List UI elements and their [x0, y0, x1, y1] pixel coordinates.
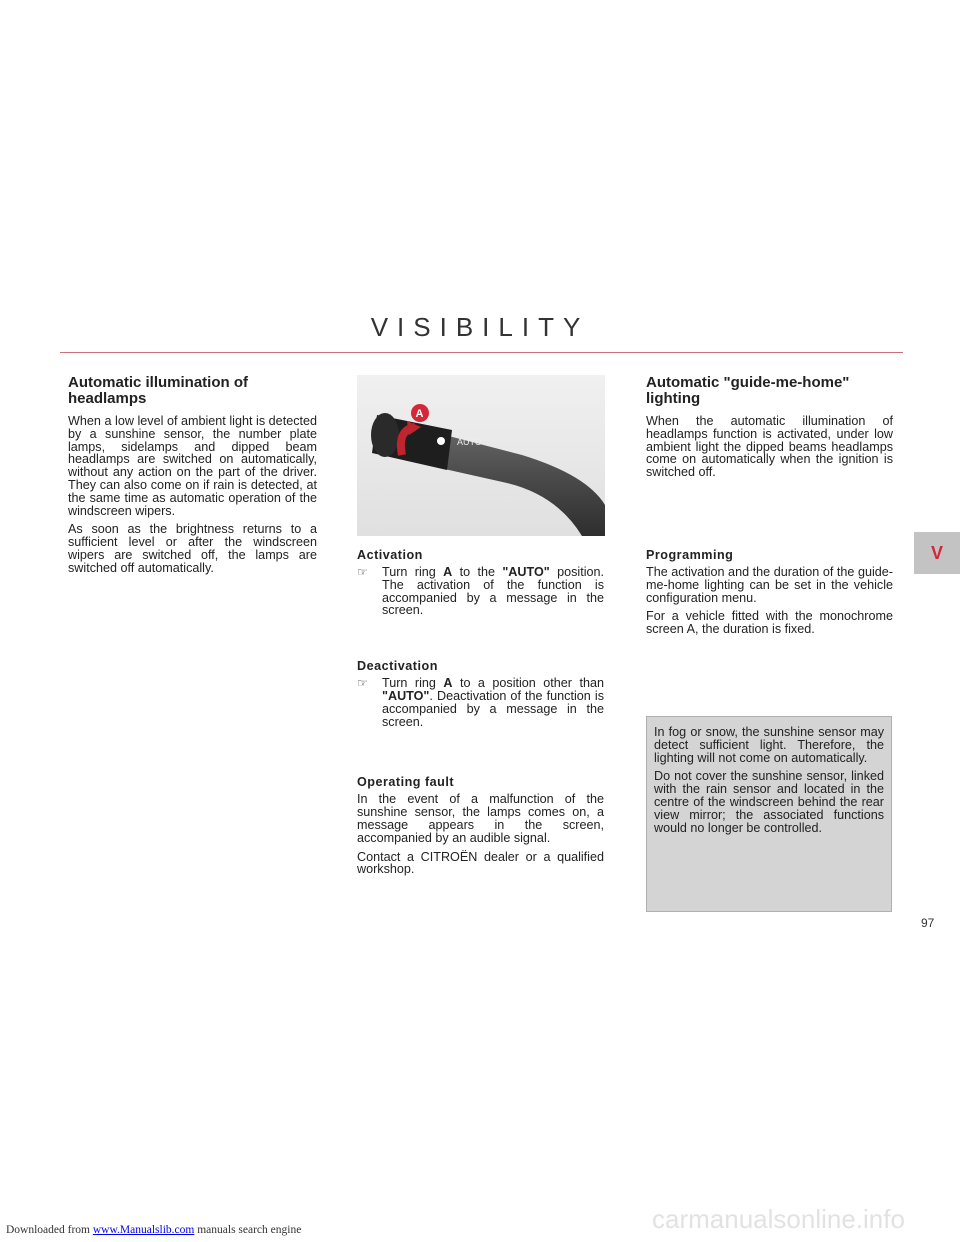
stalk-illustration	[357, 375, 605, 536]
activation-ring-a: A	[443, 565, 453, 579]
deactivation-text	[382, 677, 604, 728]
programming-title: Programming	[646, 548, 734, 562]
note-para-1: In fog or snow, the sunshine sensor may detect sufficient light. Therefore, the lighting will not come on automatically.	[654, 725, 884, 765]
middle-column	[357, 548, 604, 882]
programming-body	[646, 566, 893, 636]
page-title: VISIBILITY	[370, 312, 590, 342]
fault-title: Operating fault	[357, 775, 455, 790]
deactivation-auto: "AUTO"	[382, 688, 430, 703]
title-divider	[60, 352, 903, 353]
note-box	[646, 716, 892, 912]
left-para-1: When a low level of ambient light is detected by a sunshine sensor, the number plate lamps, sidelamps and dipped beam headlamps are switched on automatically, without any action on the part of the driver. They can also come on if rain is detected, at the same time as automatic operation of the windscreen wipers.	[68, 414, 317, 518]
download-footer	[6, 1224, 301, 1236]
activation-auto: "AUTO"	[502, 565, 550, 579]
page-number: 97	[921, 916, 935, 930]
deactivation-bullet	[357, 677, 604, 728]
chapter-tab: V	[914, 532, 960, 574]
deactivation-pre: Turn ring	[382, 676, 444, 691]
programming-para-1: The activation and the duration of the guide-me-home lighting can be set in the vehicle configuration menu.	[646, 565, 893, 605]
stalk-figure	[357, 375, 605, 536]
activation-post: position. The activation of the function is accompanied by a message in the screen.	[382, 565, 604, 618]
manualslib-link[interactable]: www.Manualslib.com	[92, 1224, 195, 1236]
programming-para-2: For a vehicle fitted with the monochrome screen A, the duration is fixed.	[646, 609, 893, 637]
activation-text	[382, 566, 604, 617]
deactivation-post: . Deactivation of the function is accompanied by a message in the screen.	[382, 688, 604, 729]
heading-auto-illumination: Automatic illumination of headlamps	[68, 374, 248, 407]
watermark: carmanualsonline.info	[652, 1204, 905, 1234]
footer-suffix: manuals search engine	[194, 1224, 302, 1236]
left-body	[68, 415, 317, 575]
activation-mid: to the	[452, 565, 503, 579]
note-para-2: Do not cover the sunshine sensor, linked with the rain sensor and located in the centre of the windscreen behind the rear view mirror; the associated functions would no longer be controlled.	[654, 769, 884, 835]
fault-body	[357, 793, 604, 876]
activation-pre: Turn ring	[382, 565, 444, 579]
deactivation-ring-a: A	[443, 676, 453, 691]
fault-para-2: Contact a CITROËN dealer or a qualified workshop.	[357, 849, 604, 877]
left-column	[68, 375, 317, 581]
heading-guide-me-home: Automatic "guide-me-home" lighting	[646, 374, 850, 407]
deactivation-mid: to a position other than	[452, 676, 604, 691]
right-body	[646, 415, 893, 479]
bullet-arrow-icon: ☞	[357, 565, 368, 579]
left-para-2: As soon as the brightness returns to a sufficient level or after the windscreen wipers are switched off, the lamps are switched off automatically.	[68, 522, 317, 575]
footer-prefix: Downloaded from	[6, 1224, 93, 1236]
bullet-arrow-icon: ☞	[357, 676, 368, 691]
fault-para-1: In the event of a malfunction of the sunshine sensor, the lamps comes on, a message appears in the screen, accompanied by an audible signal.	[357, 792, 604, 845]
figure-auto-text: AUTO	[457, 437, 482, 447]
activation-title: Activation	[357, 548, 423, 562]
right-column	[646, 375, 893, 485]
deactivation-title: Deactivation	[357, 659, 438, 674]
right-para-1: When the automatic illumination of headlamps function is activated, under low ambient light the dipped beams headlamps come on automatically when the ignition is switched off.	[646, 414, 893, 480]
figure-label-a: A	[415, 408, 424, 420]
programming-section	[646, 548, 893, 642]
activation-bullet	[357, 566, 604, 617]
